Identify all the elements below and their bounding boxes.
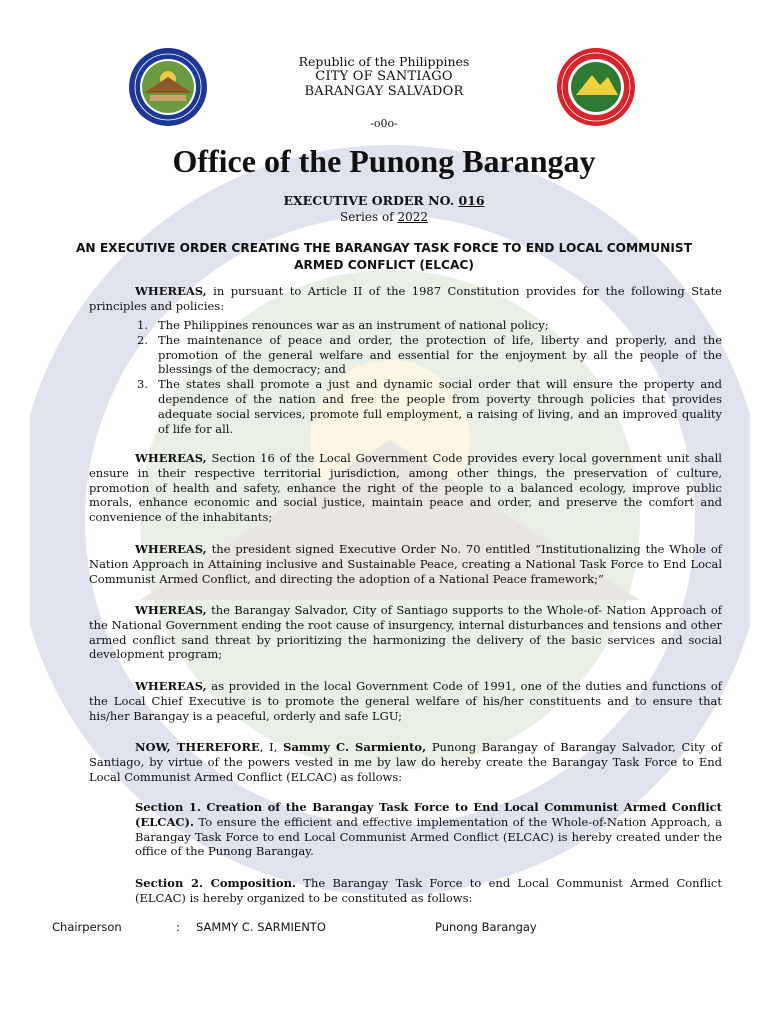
whereas-1	[89, 284, 722, 314]
section-2-heading: Section 2. Composition.	[135, 876, 296, 890]
eo-title: AN EXECUTIVE ORDER CREATING THE BARANGAY TASK FORCE TO END LOCAL COMMUNIST ARMED CONFLICT (ELCAC)	[75, 241, 693, 272]
barangay-line: BARANGAY SALVADOR	[304, 84, 464, 99]
series-label: Series of	[339, 210, 394, 224]
role-label: Chairperson	[52, 920, 122, 934]
whereas-3: WHEREAS, the president signed Executive Order No. 70 entitled “Institutionalizing the Whole of Nation Approach in Attaining inclusive and Sustainable Peace, creating a National Task Force to End Local Communist Armed Conflict, and directing the adoption of a National Peace framework;”	[89, 542, 722, 586]
list-item: 2. The maintenance of peace and order, the protection of life, liberty and properly, and the promotion of the general welfare and essential for the enjoyment by all the people of the blessings of the democracy; and	[137, 332, 722, 377]
whereas-lead: WHEREAS,	[135, 284, 207, 298]
section-1: Section 1. Creation of the Barangay Task Force to End Local Communist Armed Conflict (ELCAC). To ensure the efficient and effective implementation of the Whole-of-Nation Approach, a Barangay Task Force to end Local Communist Armed Conflict (ELCAC) is hereby created under the office of the Punong Barangay.	[135, 800, 722, 859]
list-item: 1. The Philippines renounces war as an instrument of national policy;	[137, 318, 549, 332]
republic-line: Republic of the Philippines	[298, 54, 470, 69]
city-line: CITY OF SANTIAGO	[315, 69, 453, 84]
whereas-5: WHEREAS, as provided in the local Government Code of 1991, one of the duties and functions of the Local Chief Executive is to promote the general welfare of his/her constituents and to ensure that his/her Barangay is a peaceful, orderly and safe LGU;	[89, 679, 722, 723]
letterhead	[0, 54, 768, 99]
series-line	[0, 210, 768, 224]
list-item: 3. The states shall promote a just and dynamic social order that will ensure the property and dependence of the nation and free the people from poverty through policies that provides adequate social services, promote full employment, a raising of living, and an improved quality of life for all.	[137, 377, 722, 436]
member-position: Punong Barangay	[435, 920, 537, 934]
whereas-4: WHEREAS, the Barangay Salvador, City of Santiago supports to the Whole-of- Nation Approach of the National Government ending the root cause of insurgency, internal disturbances and tensions and other armed conflict sand threat by prioritizing the harmonizing the delivery of the basic services and social development program;	[89, 603, 722, 662]
eo-number: 016	[458, 193, 485, 208]
office-title: Office of the Punong Barangay	[172, 143, 596, 179]
colon: :	[176, 920, 180, 934]
now-therefore: NOW, THEREFORE, I, Sammy C. Sarmiento, Punong Barangay of Barangay Salvador, City of Santiago, by virtue of the powers vested in me by law do hereby create the Barangay Task Force to End Local Communist Armed Conflict (ELCAC) as follows:	[89, 740, 722, 784]
whereas-text: in pursuant to Article II of the 1987 Constitution provides for the following State principles and policies:	[89, 284, 722, 313]
member-name: SAMMY C. SARMIENTO	[196, 920, 326, 934]
state-policies-list	[137, 318, 722, 436]
eo-label: EXECUTIVE ORDER NO.	[283, 193, 455, 208]
series-year: 2022	[397, 210, 428, 224]
separator: -o0o-	[370, 117, 398, 130]
whereas-2: WHEREAS, Section 16 of the Local Government Code provides every local government unit shall ensure in their respective territorial jurisdiction, among other things, the preservation of culture, promotion of health and safety, enhance the right of the people to a balanced ecology, improve public morals, enhance economic and social justice, maintain peace and order, and preserve the comfort and convenience of the inhabitants;	[89, 451, 722, 525]
section-2: Section 2. Composition. The Barangay Task Force to end Local Communist Armed Conflict (ELCAC) is hereby organized to be constituted as follows:	[135, 876, 722, 905]
section-1-heading: Section 1. Creation of the Barangay Task Force to End Local Communist Armed Conflict (ELCAC).	[135, 800, 722, 829]
executive-order-number	[0, 193, 768, 208]
